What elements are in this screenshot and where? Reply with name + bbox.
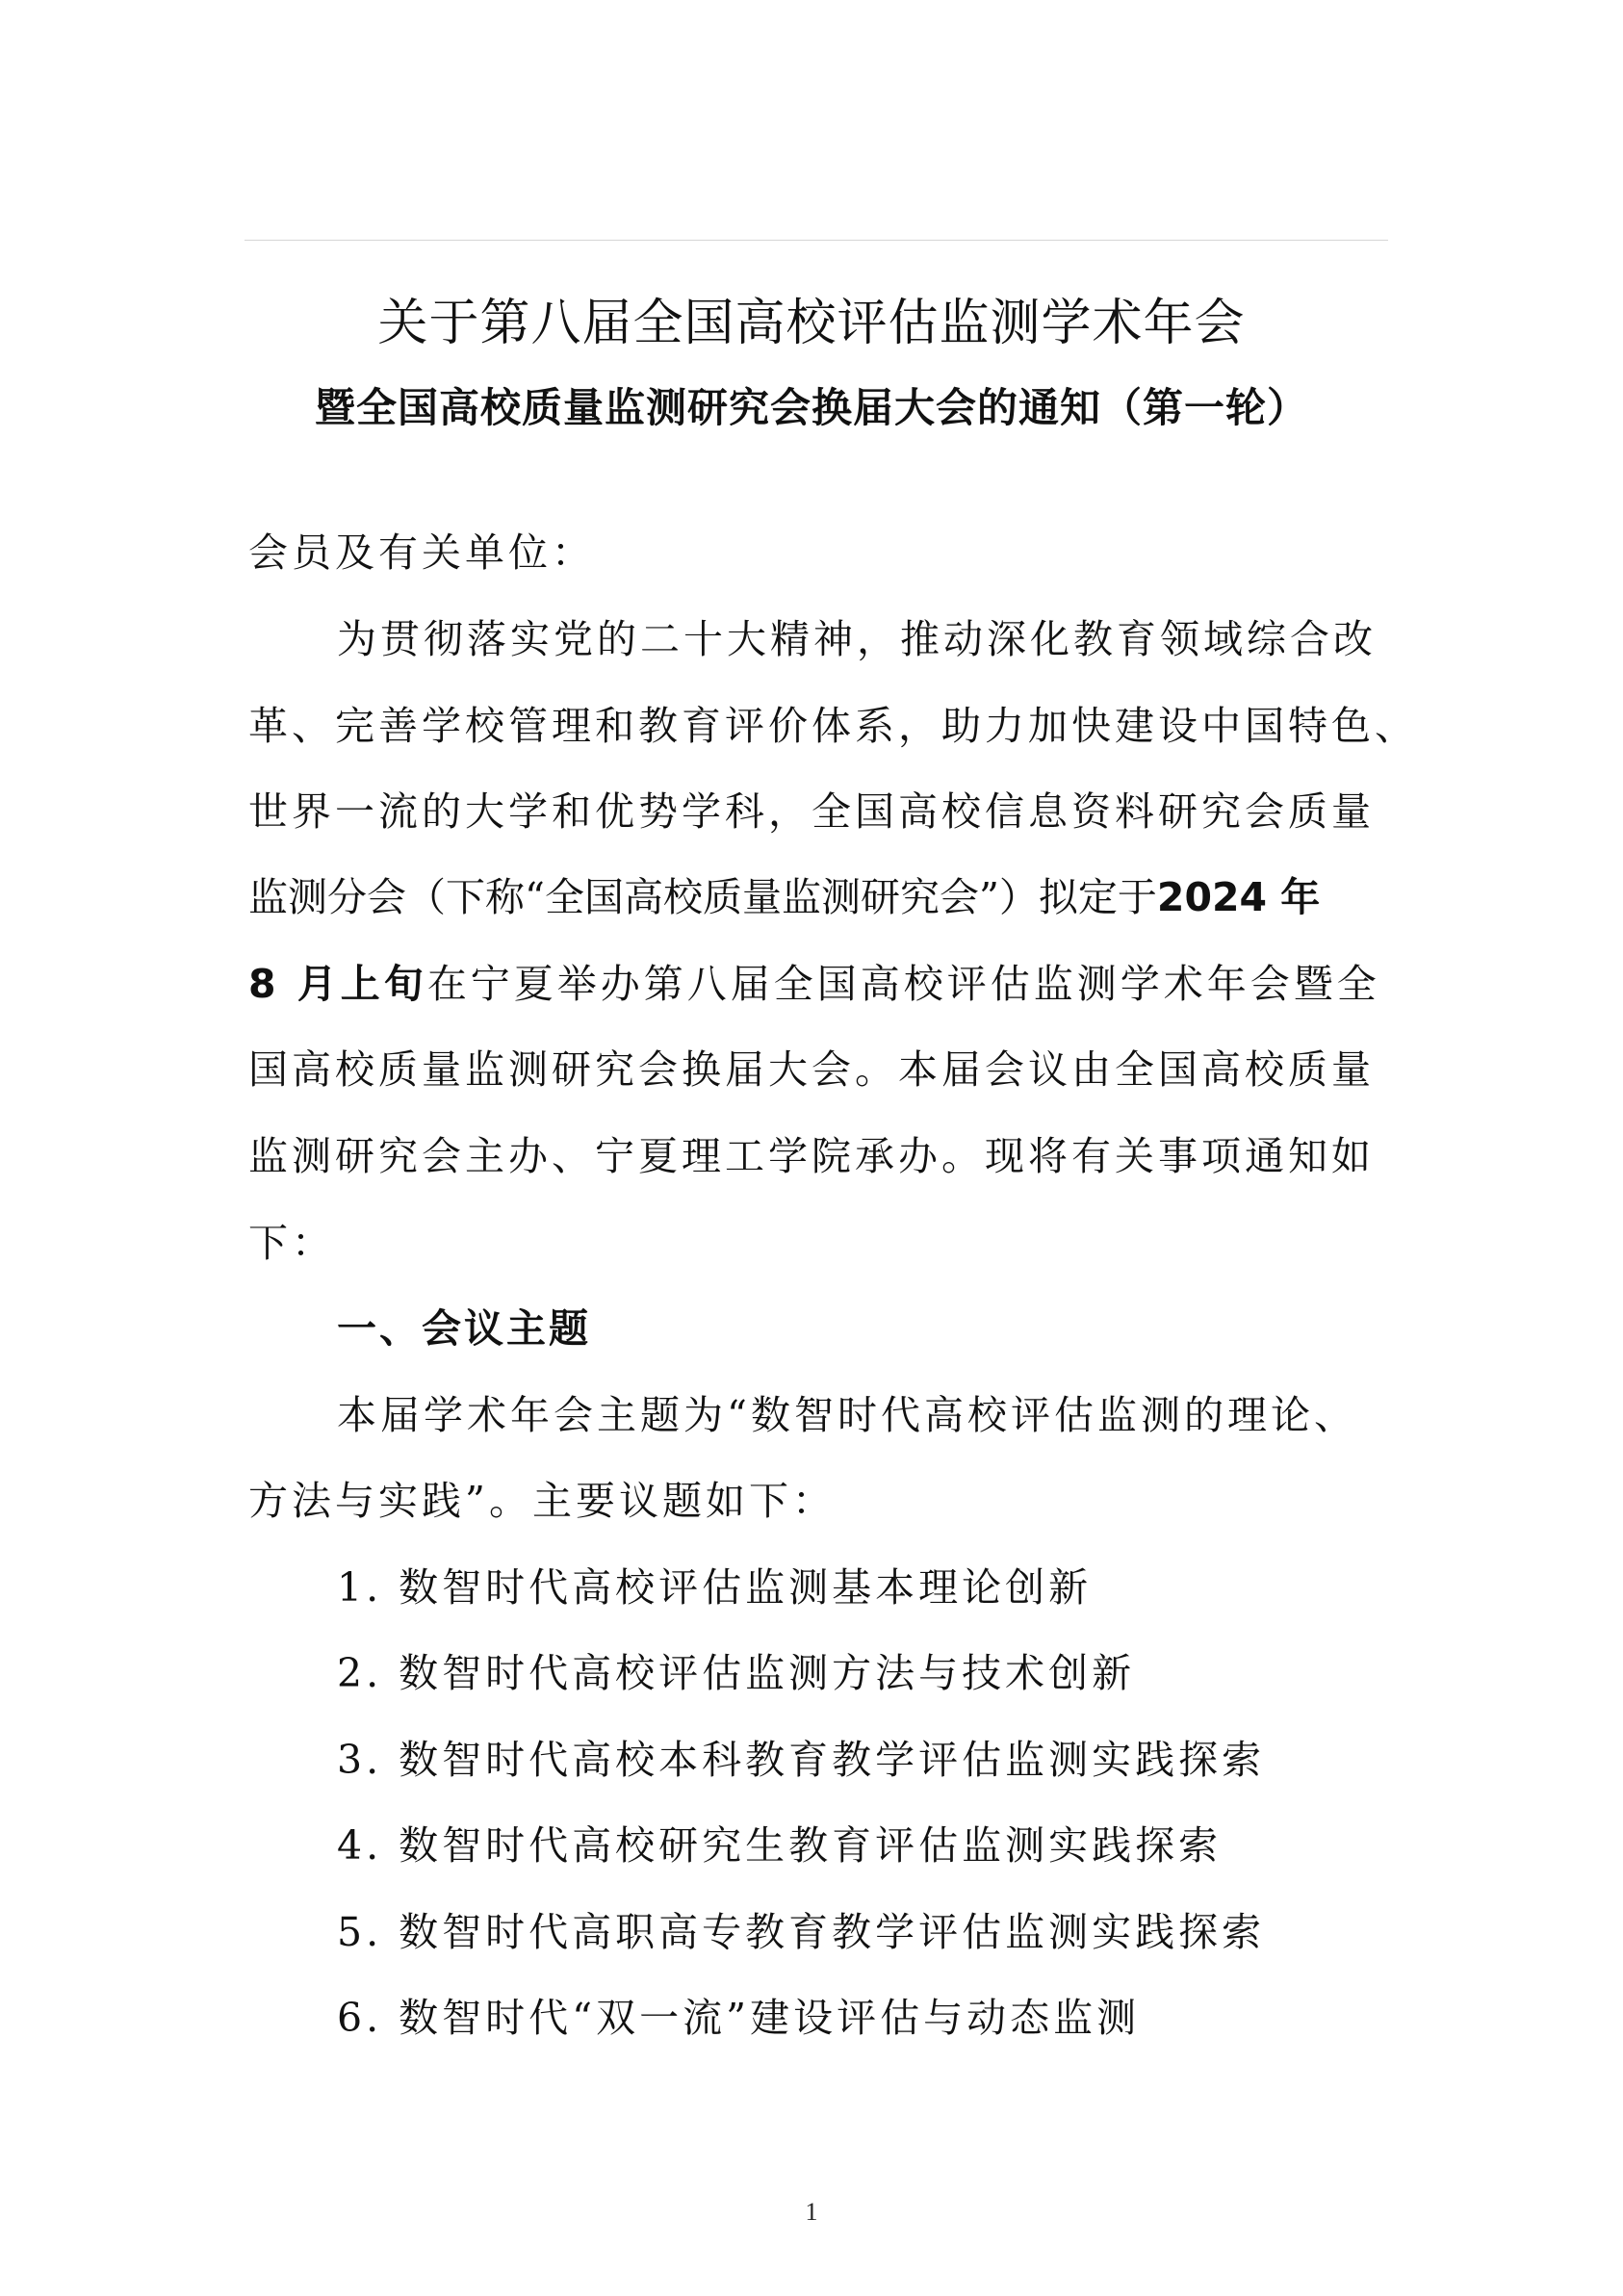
topic-item-6: 6. 数智时代“双一流”建设评估与动态监测 — [337, 1995, 1141, 2041]
notice-title-line1: 关于第八届全国高校评估监测学术年会 — [377, 295, 1246, 352]
intro-line-7: 监测研究会主办、宁夏理工学院承办。现将有关事项通知如 — [248, 1133, 1375, 1179]
section-heading-theme: 一、会议主题 — [337, 1305, 591, 1352]
notice-title-line2: 暨全国高校质量监测研究会换届大会的通知（第一轮） — [314, 384, 1308, 431]
intro-line-8: 下： — [248, 1220, 335, 1266]
topic-item-3: 3. 数智时代高校本科教育教学评估监测实践探索 — [337, 1737, 1266, 1783]
page-number: 1 — [805, 2198, 818, 2226]
intro-line-5 — [248, 955, 1380, 1013]
theme-line-2: 方法与实践”。主要议题如下： — [248, 1478, 836, 1524]
theme-line-1: 本届学术年会主题为“数智时代高校评估监测的理论、 — [337, 1392, 1357, 1438]
intro-line-4 — [248, 868, 1320, 926]
intro-line-4-text: 监测分会（下称“全国高校质量监测研究会”）拟定于 — [248, 874, 1157, 920]
topic-item-4: 4. 数智时代高校研究生教育评估监测实践探索 — [337, 1822, 1223, 1869]
intro-line-6: 国高校质量监测研究会换届大会。本届会议由全国高校质量 — [248, 1046, 1375, 1093]
topic-item-1: 1. 数智时代高校评估监测基本理论创新 — [337, 1564, 1093, 1611]
header-divider — [245, 240, 1388, 241]
intro-line-1: 为贯彻落实党的二十大精神，推动深化教育领域综合改 — [337, 616, 1377, 662]
intro-date-month: 8 月上旬 — [248, 961, 427, 1007]
topic-item-5: 5. 数智时代高职高专教育教学评估监测实践探索 — [337, 1909, 1266, 1955]
intro-line-3: 世界一流的大学和优势学科，全国高校信息资料研究会质量 — [248, 788, 1375, 835]
intro-line-2: 革、完善学校管理和教育评价体系，助力加快建设中国特色、 — [248, 703, 1418, 749]
salutation: 会员及有关单位： — [248, 529, 595, 576]
intro-date-year: 2024 年 — [1156, 874, 1321, 920]
topic-item-2: 2. 数智时代高校评估监测方法与技术创新 — [337, 1650, 1136, 1696]
intro-line-5-rest: 在宁夏举办第八届全国高校评估监测学术年会暨全 — [426, 961, 1380, 1007]
